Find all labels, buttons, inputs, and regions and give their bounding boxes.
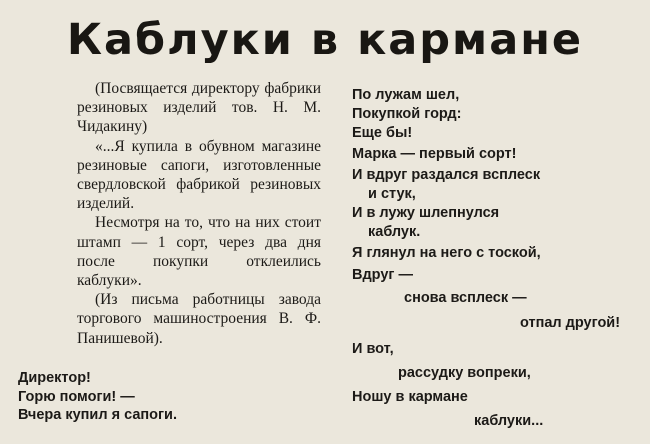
poem-line: снова всплеск — (404, 290, 527, 306)
article-title: Каблуки в кармане (66, 15, 584, 65)
poem-line: Вдруг — (352, 267, 413, 283)
poem-line: рассудку вопреки, (398, 365, 531, 381)
poem-line: каблук. (368, 224, 421, 240)
poem-line: Директор! (18, 370, 91, 386)
letter-excerpt (77, 79, 321, 348)
poem-line: и стук, (368, 186, 416, 202)
poem-line: каблуки... (474, 413, 544, 429)
poem-opening (18, 369, 338, 425)
poem-line: Вчера купил я сапоги. (18, 407, 177, 424)
poem-line: Ношу в кармане (352, 389, 468, 405)
poem-line: По лужам шел, (352, 87, 460, 103)
poem-line: Горю помоги! — (18, 388, 135, 405)
letter-quote: «...Я купила в обувном магазине резиновые сапоги, изготовленные свердловской фабрикой резиновых изделий. (77, 137, 321, 213)
letter-quote-continued: Несмотря на то, что на них стоит штамп — 1 сорт, через два дня после покупки отклеились каблуки». (77, 214, 321, 290)
poem-line: Я глянул на него с тоской, (352, 245, 541, 261)
poem-line: Покупкой горд: (352, 106, 462, 122)
dedication: (Посвящается директору фабрики резиновых изделий тов. Н. М. Чидакину) (77, 80, 321, 136)
letter-source: (Из письма работницы завода торгового машиностроения В. Ф. Панишевой). (77, 291, 321, 347)
poem-line: Еще бы! (352, 125, 413, 141)
poem-line: Марка — первый сорт! (352, 146, 517, 162)
poem-line: отпал другой! (520, 315, 621, 331)
poem-line: И вдруг раздался всплеск (352, 167, 541, 183)
poem-line: И в лужу шлепнулся (352, 205, 500, 221)
poem-line: И вот, (352, 341, 394, 357)
